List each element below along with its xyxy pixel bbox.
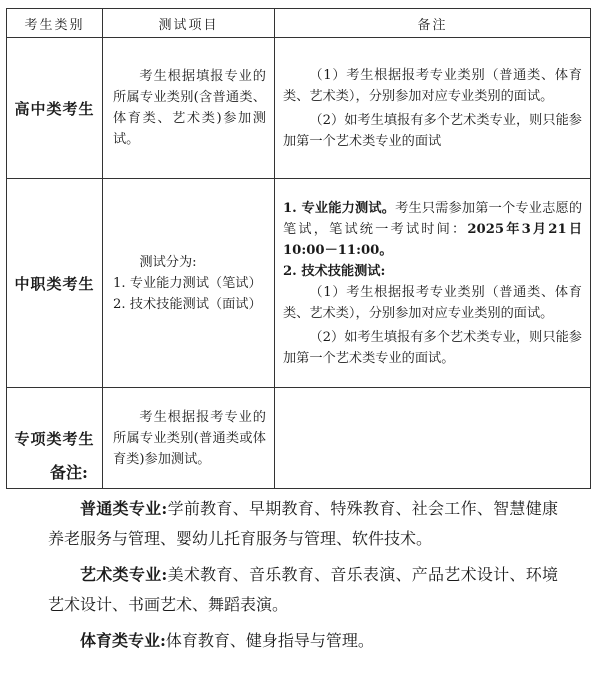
table-row	[7, 38, 591, 179]
remarks-text: 学前教育、早期教育、特殊教育、社会工作、智慧健康养老服务与管理、婴幼儿托育服务与管理、软件技术。	[48, 499, 558, 548]
candidate-type-cell: 专项类考生	[7, 388, 103, 489]
note-label: 1. 专业能力测试。	[283, 200, 396, 216]
candidate-type-cell: 高中类考生	[7, 38, 103, 179]
remarks-text: 美术教育、音乐教育、音乐表演、产品艺术设计、环境艺术设计、书画艺术、舞蹈表演。	[48, 565, 558, 614]
header-notes: 备注	[275, 9, 591, 38]
test-item-written: 1. 专业能力测试（笔试）	[113, 275, 262, 291]
remarks-text: 体育教育、健身指导与管理。	[165, 631, 374, 650]
candidate-type-cell: 中职类考生	[7, 179, 103, 388]
remarks-item-general	[48, 494, 558, 554]
notes-cell	[275, 38, 591, 179]
note-label: 2. 技术技能测试:	[283, 263, 386, 279]
remarks-item-sports	[48, 626, 558, 656]
note-paragraph	[283, 198, 582, 261]
test-items-cell	[103, 38, 275, 179]
remarks-item-art	[48, 560, 558, 620]
remarks-section	[48, 458, 558, 662]
note-paragraph: （1）考生根据报考专业类别（普通类、体育类、艺术类），分别参加对应专业类别的面试。	[283, 284, 582, 321]
note-paragraph: （2）如考生填报有多个艺术类专业，则只能参加第一个艺术类专业的面试。	[283, 329, 582, 366]
remarks-title: 备注:	[50, 463, 88, 482]
test-items-cell	[103, 179, 275, 388]
remarks-label: 普通类专业:	[80, 499, 168, 518]
remarks-label: 艺术类专业:	[80, 565, 168, 584]
notes-cell	[275, 179, 591, 388]
exam-time: 2025年3月21日10:00－11:00。	[283, 221, 583, 258]
note-paragraph: （2）如考生填报有多个艺术类专业，则只能参加第一个艺术类专业的面试	[283, 112, 582, 149]
header-candidate-type: 考生类别	[7, 9, 103, 38]
table-row	[7, 179, 591, 388]
header-test-items: 测试项目	[103, 9, 275, 38]
note-paragraph: （1）考生根据报考专业类别（普通类、体育类、艺术类），分别参加对应专业类别的面试。	[283, 67, 582, 104]
exam-table	[6, 8, 591, 489]
test-item-interview: 2. 技术技能测试（面试）	[113, 296, 262, 312]
note-text: 考生只需参加第一个专业志愿的笔试，笔试统一考试时间：	[283, 200, 583, 237]
test-items-intro: 测试分为:	[139, 254, 197, 270]
test-items-text: 考生根据报考专业的所属专业类别(普通类或体育类)参加测试。	[113, 409, 266, 467]
test-items-text: 考生根据填报专业的所属专业类别(含普通类、体育类、艺术类)参加测试。	[113, 69, 266, 147]
table-header-row	[7, 9, 591, 38]
remarks-label: 体育类专业:	[80, 631, 166, 650]
